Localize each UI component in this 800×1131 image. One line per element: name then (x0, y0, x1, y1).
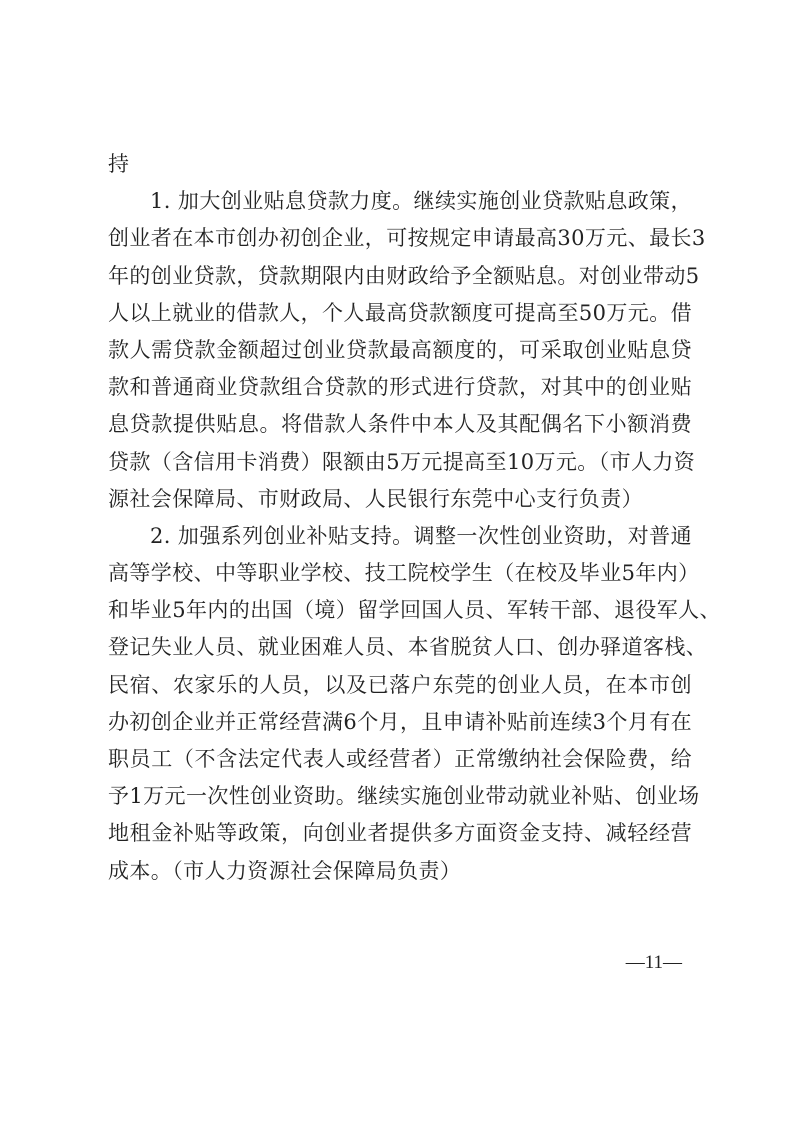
text-line: 息贷款提供贴息。将借款人条件中本人及其配偶名下小额消费 (108, 412, 692, 437)
text-line-item-2-start: 2. 加强系列创业补贴支持。调整一次性创业资助，对普通 (150, 523, 692, 548)
text-line-item-1-start: 1. 加大创业贴息贷款力度。继续实施创业贷款贴息政策， (150, 189, 692, 214)
text-line: 予1万元一次性创业资助。继续实施创业带动就业补贴、创业场 (108, 784, 700, 809)
text-line: 人以上就业的借款人，个人最高贷款额度可提高至50万元。借 (108, 300, 692, 325)
text-line: 年的创业贷款，贷款期限内由财政给予全额贴息。对创业带动5 (108, 263, 700, 288)
text-line-item-2-end: 成本。（市人力资源社会保障局负责） (108, 858, 462, 883)
page-number: —11— (625, 952, 682, 973)
text-line: 地租金补贴等政策，向创业者提供多方面资金支持、减轻经营 (108, 821, 692, 846)
text-line: 贷款（含信用卡消费）限额由5万元提高至10万元。（市人力资 (108, 449, 696, 474)
text-line-item-1-end: 源社会保障局、市财政局、人民银行东莞中心支行负责） (108, 486, 643, 511)
text-line: 民宿、农家乐的人员，以及已落户东莞的创业人员，在本市创 (108, 672, 692, 697)
text-line: 款和普通商业贷款组合贷款的形式进行贷款，对其中的创业贴 (108, 375, 692, 400)
text-line: 高等学校、中等职业学校、技工院校学生（在校及毕业5年内） (108, 561, 700, 586)
text-line: 办初创企业并正常经营满6个月，且申请补贴前连续3个月有在 (108, 709, 692, 734)
text-line: 登记失业人员、就业困难人员、本省脱贫人口、创办驿道客栈、 (108, 635, 708, 660)
text-line-heading-continuation: 持 (108, 152, 130, 176)
text-line: 和毕业5年内的出国（境）留学回国人员、军转干部、退役军人、 (108, 598, 721, 623)
text-line: 款人需贷款金额超过创业贷款最高额度的，可采取创业贴息贷 (108, 337, 692, 362)
document-body (108, 146, 721, 890)
text-line: 职员工（不含法定代表人或经营者）正常缴纳社会保险费，给 (108, 747, 692, 771)
text-line: 创业者在本市创办初创企业，可按规定申请最高30万元、最长3 (108, 226, 706, 251)
